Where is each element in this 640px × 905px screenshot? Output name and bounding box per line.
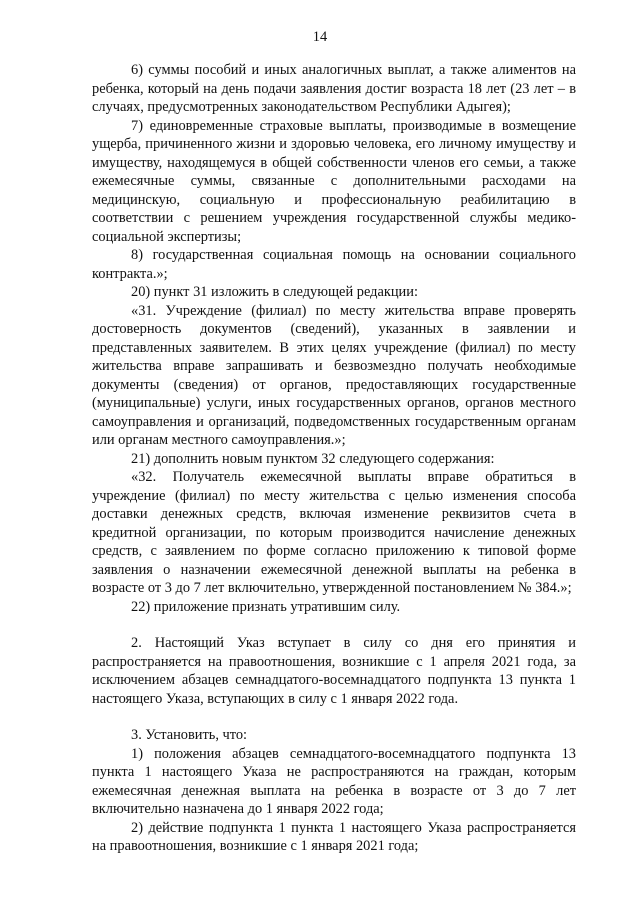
section-3-item-2: 2) действие подпункта 1 пункта 1 настоящего Указа распространяется на правоотношения, возникшие с 1 января 2021 года; [92, 819, 576, 854]
paragraph-7: 7) единовременные страховые выплаты, производимые в возмещение ущерба, причиненного жизни и здоровью человека, его личному имуществу и имуществу, находящемуся в общей собственности членов его семьи, а также ежемесячные суммы, связанные с дополнительными расходами на медицинскую, социальную и профессиональную реабилитацию в соответствии с решением учреждения государственной службы медико-социальной экспертизы; [92, 117, 576, 245]
paragraph-22: 22) приложение признать утратившим силу. [131, 598, 401, 615]
section-gap [92, 708, 576, 726]
paragraph-6: 6) суммы пособий и иных аналогичных выплат, а также алиментов на ребенка, который на день подачи заявления достиг возраста 18 лет (23 лет – в случаях, предусмотренных законодательством Республики Адыгея); [92, 62, 576, 115]
section-2: 2. Настоящий Указ вступает в силу со дня его принятия и распространяется на правоотношения, возникшие с 1 апреля 2021 года, за исключением абзацев семнадцатого-восемнадцатого подпункта 13 пункта 1 настоящего Указа, вступающих в силу с 1 января 2022 года. [92, 635, 576, 707]
paragraph-31-text: «31. Учреждение (филиал) по месту жительства вправе проверять достоверность документов (сведений), указанных в заявлении и представленных заявителем. В этих целях учреждение (филиал) по месту жительства вправе запрашивать и безвозмездно получать необходимые документы (сведения) от органов, предоставляющих государственные (муниципальные) услуги, иных государственных органов, органов местного самоуправления и организаций, подведомственных государственным органам или органам местного самоуправления.»; [92, 302, 576, 448]
document-body [92, 61, 576, 856]
section-3-heading: 3. Установить, что: [131, 727, 248, 743]
section-3-item-1: 1) положения абзацев семнадцатого-восемнадцатого подпункта 13 пункта 1 настоящего Указа не распространяются на граждан, которым ежемесячная денежная выплата на ребенка в возрасте от 3 до 7 лет включительно назначена до 1 января 2022 года; [92, 745, 576, 817]
paragraph-21: 21) дополнить новым пунктом 32 следующего содержания: [131, 450, 495, 467]
paragraph-32-text: «32. Получатель ежемесячной выплаты вправе обратиться в учреждение (филиал) по месту жительства с целью изменения способа доставки денежных средств, включая изменение реквизитов счета в кредитной организации, по которым производится начисление денежных средств, с заявлением по форме согласно приложению к типовой форме заявления о назначении ежемесячной денежной выплаты на ребенка в возрасте от 3 до 7 лет включительно, утвержденной постановлением № 384.»; [92, 469, 576, 596]
page-number: 14 [312, 29, 328, 45]
paragraph-20: 20) пункт 31 изложить в следующей редакции: [131, 284, 418, 300]
section-gap [92, 616, 576, 634]
paragraph-8: 8) государственная социальная помощь на основании социального контракта.»; [92, 247, 576, 282]
